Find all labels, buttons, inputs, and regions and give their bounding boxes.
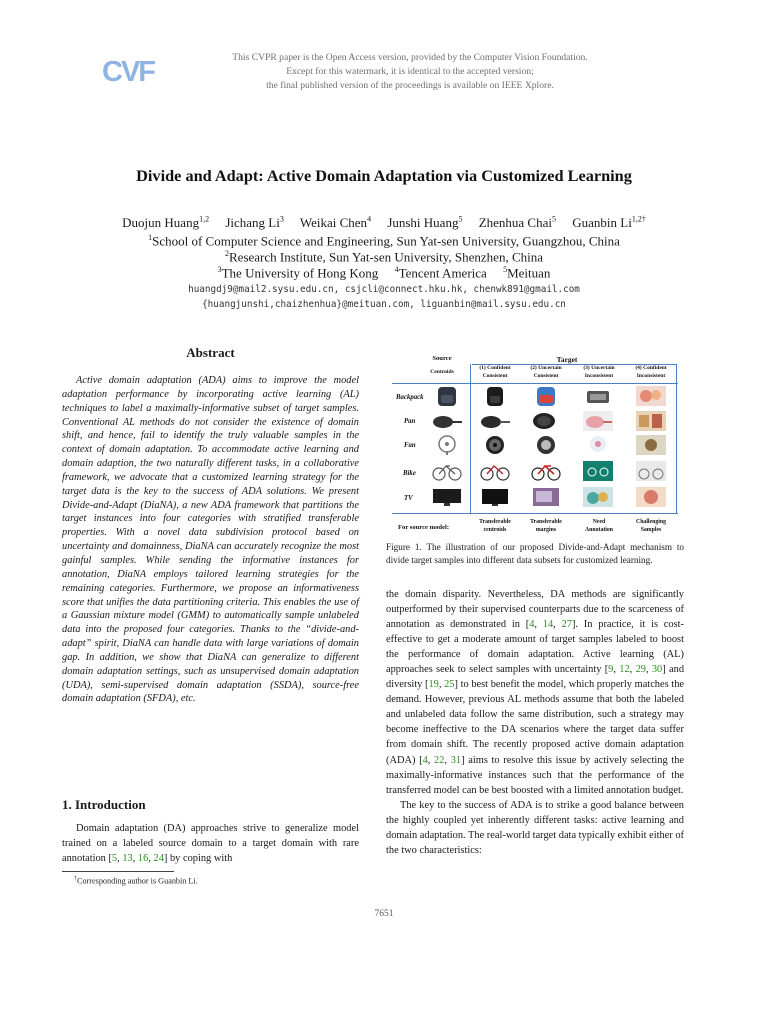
paper-title: Divide and Adapt: Active Domain Adaptation via Customized Learning: [136, 166, 632, 185]
citation-link[interactable]: 31: [450, 754, 462, 766]
pan-image: [529, 410, 563, 432]
backpack-image: [634, 385, 668, 407]
bike-image: [581, 460, 615, 482]
affiliation-2: $^2$Research Institute, Sun Yat-sen University, Shenzhen, China: [225, 249, 543, 265]
backpack-image: [478, 385, 512, 407]
figure-row-label: Backpack: [396, 394, 424, 401]
email-line: huangdj9@mail2.sysu.edu.cn, csjcli@connect.hku.hk, chenwk891@gmail.com: [188, 284, 580, 295]
figure-header-centroids: Centroids: [430, 369, 454, 375]
author: Weikai Chen$^4$: [299, 215, 372, 231]
figure-header-source: Source: [432, 355, 452, 362]
bike-image: [634, 460, 668, 482]
citation-link[interactable]: 30: [651, 664, 663, 676]
figure-footer-rule: [392, 513, 678, 514]
figure-column-header: (1) Confident Consistent: [479, 365, 511, 379]
bike-image: [529, 460, 563, 482]
backpack-image: [529, 385, 563, 407]
author: Zhenhua Chai$^5$: [478, 215, 556, 231]
fan-image: [478, 434, 512, 456]
citation-link[interactable]: 22: [434, 754, 445, 766]
section-heading-introduction: 1. Introduction: [62, 797, 146, 812]
figure-column-header: (2) Uncertain Consistent: [530, 365, 562, 379]
figure-footer-cell: Challenging Samples: [636, 519, 666, 533]
author: Junshi Huang$^5$: [387, 215, 463, 231]
pan-image: [634, 410, 668, 432]
watermark-line: This CVPR paper is the Open Access version, provided by the Computer Vision Foundation.: [232, 52, 588, 63]
citation-link[interactable]: 19: [428, 679, 439, 691]
cvf-logo: [100, 52, 156, 88]
figure-footer-cell: Need Annotation: [584, 519, 614, 533]
figure-1-caption: Figure 1. The illustration of our proposed Divide-and-Adapt mechanism to divide target samples into different data subsets for customized learning.: [386, 542, 684, 565]
email-line: {huangjunshi,chaizhenhua}@meituan.com, liguanbin@mail.sysu.edu.cn: [202, 299, 566, 310]
figure-row-label: Pan: [404, 418, 416, 425]
backpack-image: [581, 385, 615, 407]
author-list: [40, 212, 728, 231]
figure-column-header: (3) Uncertain Inconsistent: [583, 365, 615, 379]
intro-paragraph: Domain adaptation (DA) approaches strive to generalize model trained on a labeled source domain to a target domain with rare annotation [5, 13, 16, 24] by coping with: [62, 823, 359, 864]
abstract-heading: Abstract: [186, 345, 235, 360]
backpack-image: [430, 385, 464, 407]
citation-link[interactable]: 29: [635, 664, 646, 676]
body-paragraph: The key to the success of ADA is to strike a good balance between the highly coupled yet inherently different tasks: active learning and domain adaptation. The real-world target data typically exhibit either of the two characteristics:: [386, 799, 684, 856]
citation-link[interactable]: 16: [137, 853, 149, 864]
page-number: 7651: [374, 909, 394, 919]
citation-link[interactable]: 12: [619, 664, 630, 676]
citation-link[interactable]: 4: [529, 619, 535, 631]
author: Duojun Huang$^{1,2}$: [122, 215, 210, 231]
body-paragraph: the domain disparity. Nevertheless, DA methods are significantly outperformed by their supervised counterparts due to the scarceness of annotation as demonstrated in [4, 14, 27]. In practice, it is cost-effective to get a moderate amount of target samples labeled to boost the performance of domain adaptation. Active learning (AL) approaches seek to select samples with uncertainty [9, 12, 29, 30] and diversity [19, 25] to best benefit the model, which properly matches the demand. However, previous AL methods assume that both the labeled and unlabeled data follow the same distribution, such a strategy may become ineffective to the DA scenarios where the target data suffer from domain shift. The recently proposed active domain adaptation (ADA) [4, 22, 31] aims to resolve this issue by actively selecting the maximally-informative instances such that the performance of the transferred model can be best boosted with a limited annotation budget.: [386, 589, 685, 796]
watermark-line: Except for this watermark, it is identical to the accepted version;: [286, 66, 534, 77]
footnote-rule: [62, 871, 174, 872]
citation-link[interactable]: 14: [542, 619, 554, 631]
tv-image: [581, 486, 615, 508]
citation-link[interactable]: 24: [153, 853, 164, 864]
figure-1: [392, 354, 682, 540]
author: Guanbin $Li^{1,2\dagger}$: [572, 215, 646, 231]
tv-image: [478, 486, 512, 508]
fan-image: [529, 434, 563, 456]
author-emails: [40, 282, 728, 312]
citation-link[interactable]: 13: [122, 853, 133, 864]
fan-image: [581, 434, 615, 456]
figure-header-target: Target: [556, 355, 578, 364]
citation-link[interactable]: 25: [444, 679, 455, 691]
open-access-watermark: [190, 51, 630, 93]
figure-column-header: (4) Confident Inconsistent: [635, 365, 667, 379]
affiliation-3-4-5: $^3$The University of Hong Kong $^4$Tencent America $^5$Meituan: [217, 265, 551, 281]
bike-image: [478, 460, 512, 482]
fan-image: [634, 434, 668, 456]
citation-link[interactable]: 27: [561, 619, 572, 631]
pan-image: [430, 410, 464, 432]
pan-image: [581, 410, 615, 432]
cvf-logo-text: CVF: [102, 56, 154, 88]
citation-link[interactable]: 9: [608, 664, 614, 676]
tv-image: [634, 486, 668, 508]
right-column-text: [386, 587, 684, 858]
figure-row-label: Bike: [403, 470, 416, 477]
abstract-body: Active domain adaptation (ADA) aims to improve the model adaptation performance by incorporating active learning (AL) techniques to label a maximally-informative subset of target samples. Conventional AL methods do not consider the existence of domain shift, and hence, fail to identify the truly valuable samples in the context of domain adaptation. To accommodate active learning and domain adaption, the two naturally different tasks, in a collaborative framework, we advocate that a customized learning strategy for the target data is the key to the success of ADA solutions. We present Divide-and-Adapt (DiaNA), a new ADA framework that partitions the target instances into four categories with stratified transferable properties. With a novel data subdivision protocol based on uncertainty and domainness, DiaNA can accurately recognize the most gainful samples. While sending the informative instances for annotation, DiaNA employs tailored learning strategies for the remaining categories. Furthermore, we propose an informativeness score that unifies the data partitioning criteria. This enables the use of a Gaussian mixture model (GMM) to automatically sample unlabeled data into the proposed four categories. Thanks to the “divide-and-adapt” spirit, DiaNA can handle data with large variations of domain gap. In addition, we show that DiaNA can generalize to different domain adaptation settings, such as unsupervised domain adaptation (UDA), semi-supervised domain adaptation (SSDA), source-free domain adaptation (SFDA), etc.: [62, 375, 359, 705]
watermark-line: the final published version of the proceedings is available on IEEE Xplore.: [266, 80, 554, 91]
citation-link[interactable]: 4: [422, 754, 428, 766]
figure-footer-cell: Transferable centroids: [479, 519, 511, 533]
figure-divider: [676, 364, 677, 514]
bike-image: [430, 460, 464, 482]
tv-image: [430, 486, 464, 508]
citation-link[interactable]: 5: [111, 853, 118, 864]
figure-footer-label: For source model:: [398, 524, 450, 531]
figure-row-label: TV: [404, 495, 413, 502]
footnote: †Corresponding author is Guanbin Li.: [74, 876, 198, 886]
figure-row-label: Fan: [404, 442, 416, 449]
figure-footer-cell: Transferable margins: [530, 519, 562, 533]
figure-header-rule: [392, 383, 678, 384]
tv-image: [529, 486, 563, 508]
figure-divider: [470, 364, 471, 514]
affiliation-1: $^1$School of Computer Science and Engineering, Sun Yat-sen University, Guangzhou, China: [148, 233, 620, 249]
author: Jichang Li$^3$: [225, 215, 284, 231]
fan-image: [430, 434, 464, 456]
pan-image: [478, 410, 512, 432]
